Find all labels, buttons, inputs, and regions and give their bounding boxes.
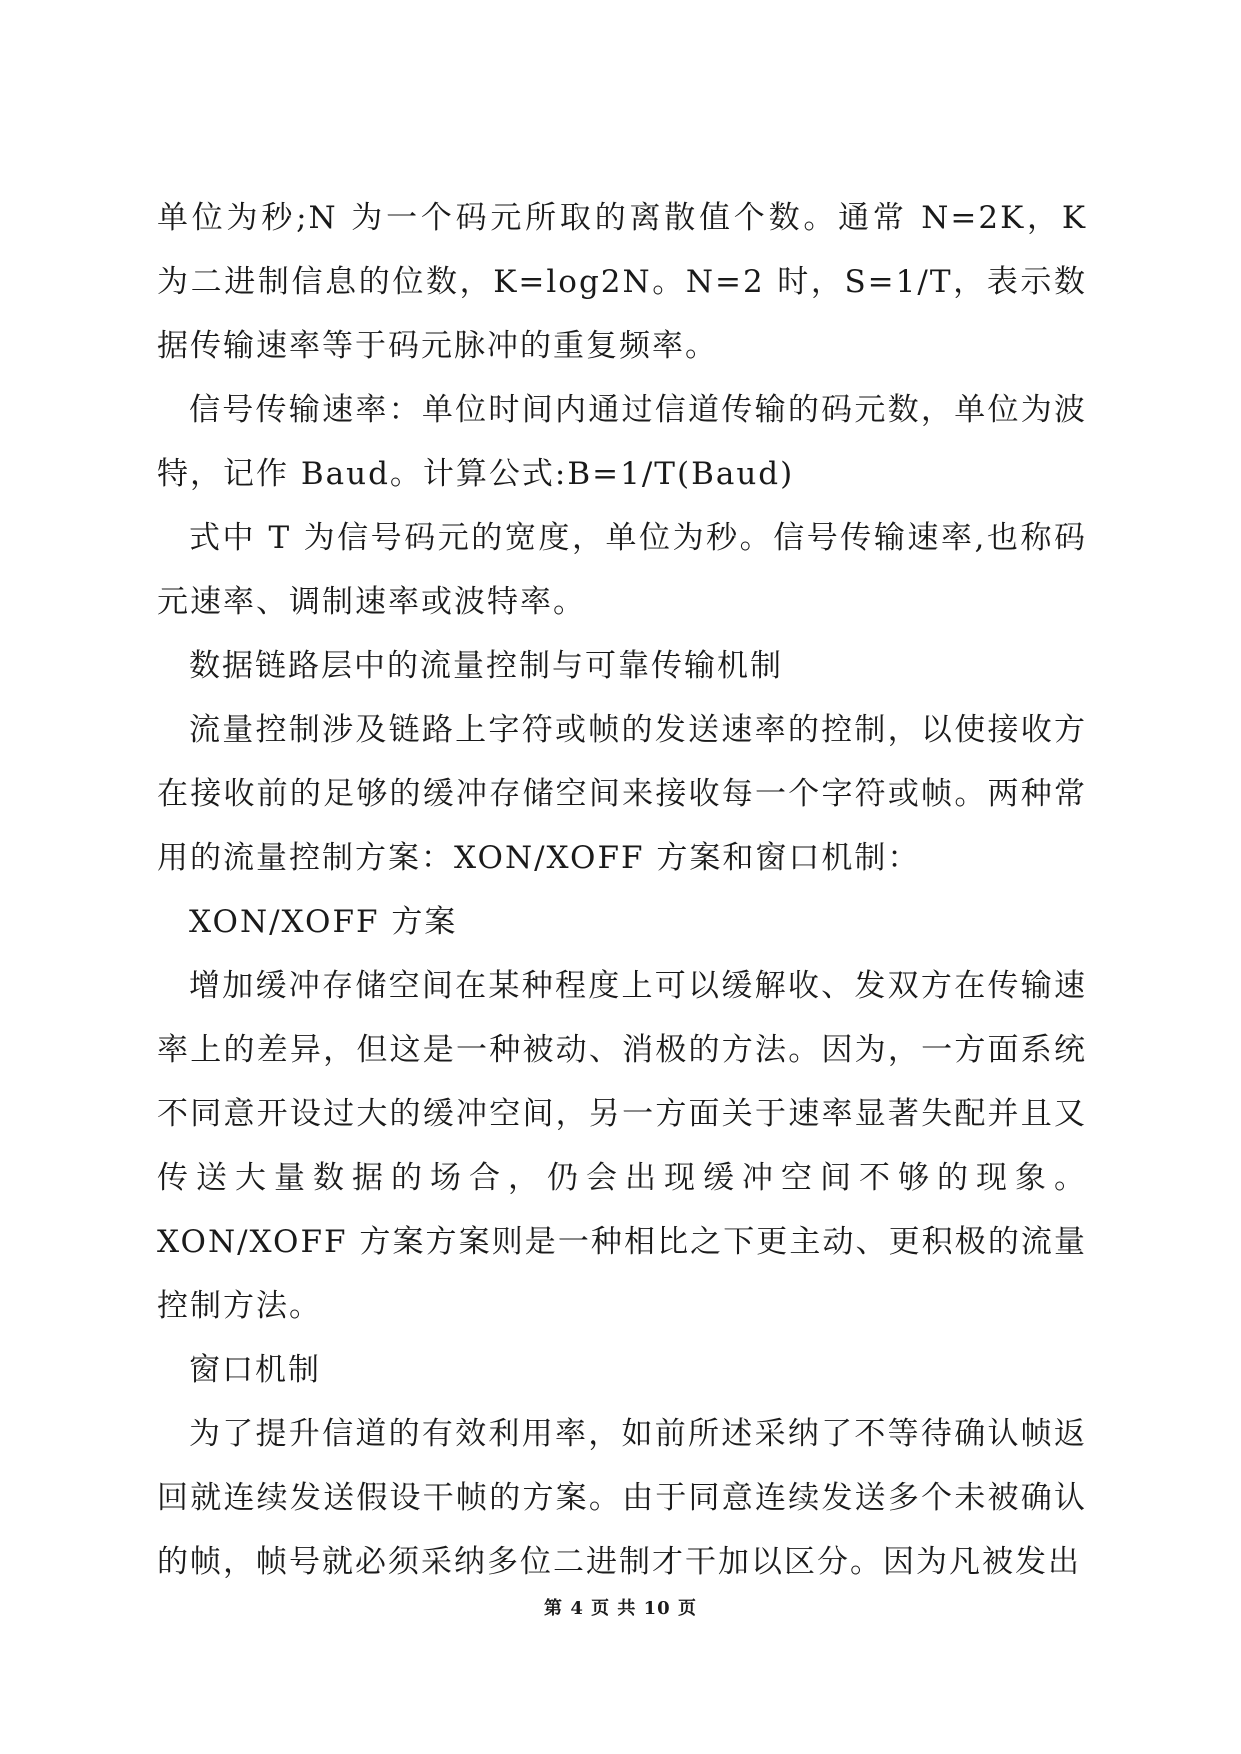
paragraph-continuation: 单位为秒;N 为一个码元所取的离散值个数。通常 N=2K，K 为二进制信息的位数，K=log2N。N=2 时，S=1/T，表示数据传输速率等于码元脉冲的重复频率。	[157, 200, 1087, 364]
document-body	[157, 186, 1087, 1594]
subheading-xon-xoff: XON/XOFF 方案	[189, 904, 458, 940]
paragraph-flow-control: 流量控制涉及链路上字符或帧的发送速率的控制，以使接收方在接收前的足够的缓冲存储空间来接收每一个字符或帧。两种常用的流量控制方案：XON/XOFF 方案和窗口机制：	[157, 712, 1087, 876]
paragraph-window-mechanism: 为了提升信道的有效利用率，如前所述采纳了不等待确认帧返回就连续发送假设干帧的方案。由于同意连续发送多个未被确认的帧，帧号就必须采纳多位二进制才干加以区分。因为凡被发出	[157, 1416, 1087, 1580]
subheading-window-mechanism: 窗口机制	[189, 1352, 321, 1388]
section-heading-flow-control: 数据链路层中的流量控制与可靠传输机制	[189, 648, 783, 684]
paragraph-symbol-width: 式中 T 为信号码元的宽度，单位为秒。信号传输速率,也称码元速率、调制速率或波特率。	[157, 520, 1087, 620]
page-number-footer: 第 4 页 共 10 页	[544, 1598, 697, 1619]
paragraph-signal-rate: 信号传输速率：单位时间内通过信道传输的码元数，单位为波特，记作 Baud。计算公式:B=1/T(Baud)	[157, 392, 1087, 492]
paragraph-xon-xoff: 增加缓冲存储空间在某种程度上可以缓解收、发双方在传输速率上的差异，但这是一种被动、消极的方法。因为，一方面系统不同意开设过大的缓冲空间，另一方面关于速率显著失配并且又传送大量数据的场合，仍会出现缓冲空间不够的现象。XON/XOFF 方案方案则是一种相比之下更主动、更积极的流量控制方法。	[157, 968, 1087, 1324]
